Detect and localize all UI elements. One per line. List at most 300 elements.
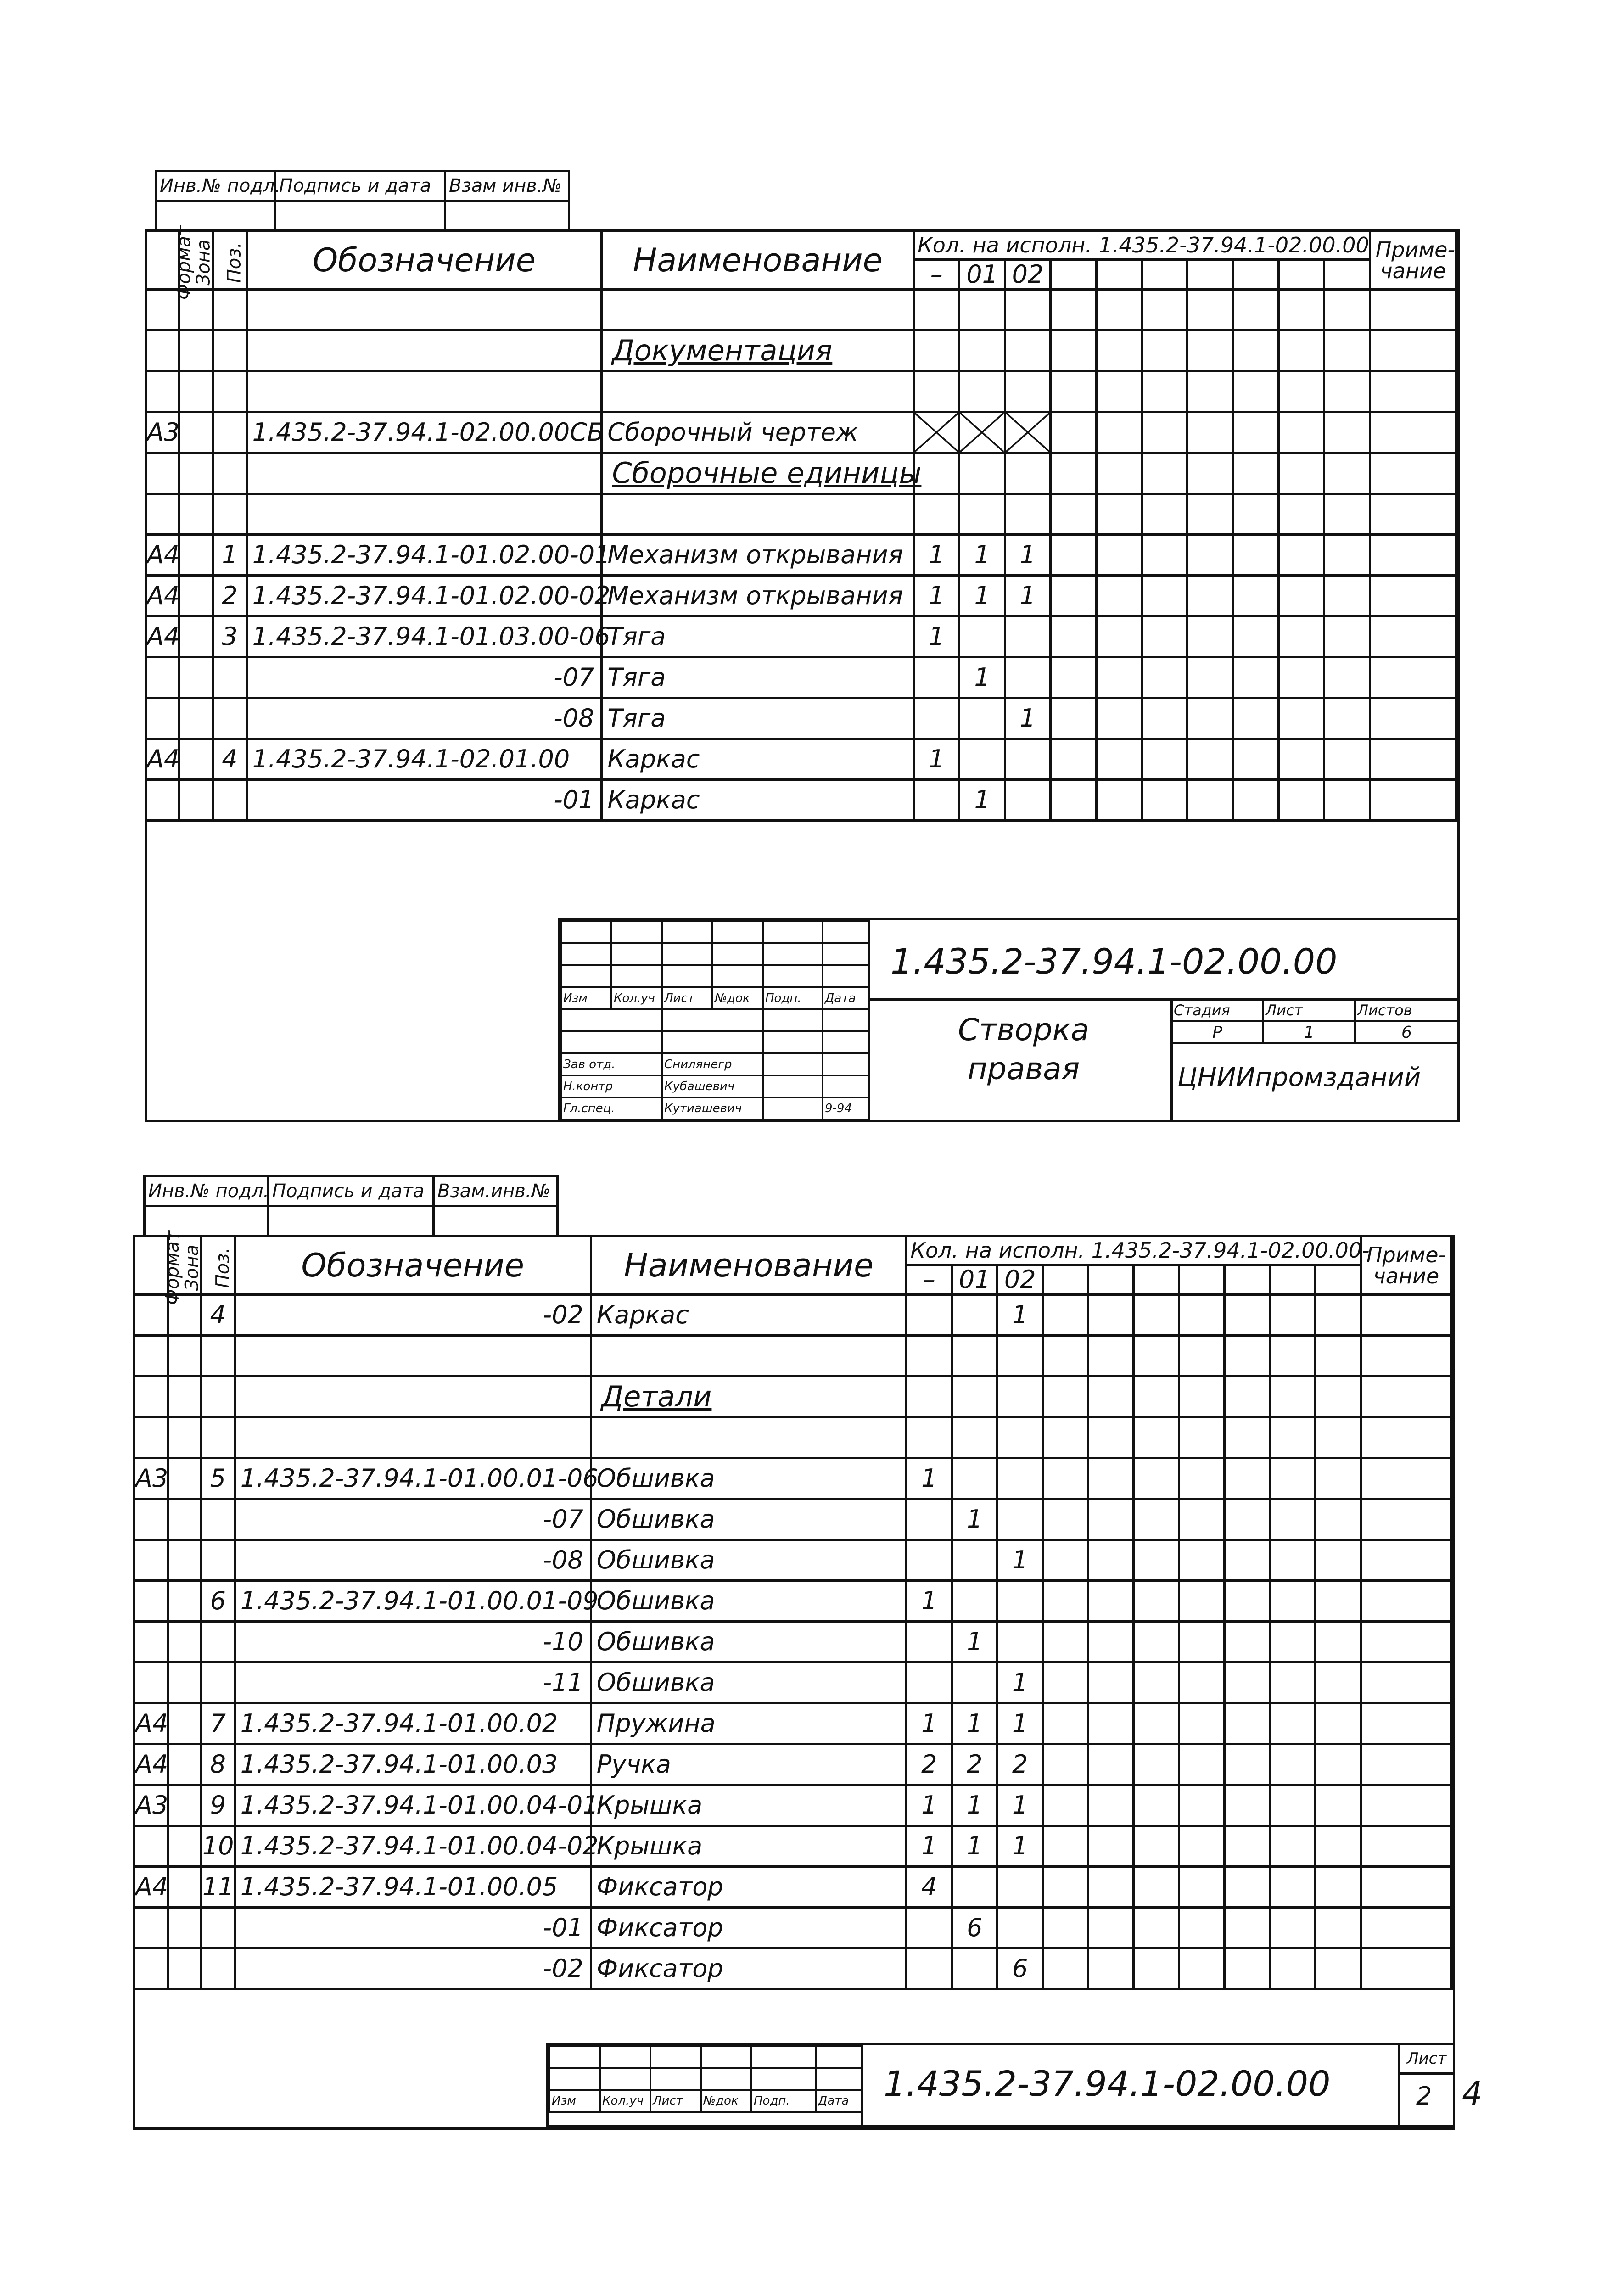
format-cell	[134, 1417, 168, 1458]
zone-cell	[179, 453, 213, 494]
qty-cell: 2	[952, 1744, 997, 1785]
qty-cell-empty	[1088, 1377, 1134, 1417]
doc-number: 1.435.2-37.94.1-02.00.00	[884, 2063, 1331, 2104]
exec-header: –	[907, 1265, 952, 1295]
qty-cell-empty	[1179, 1336, 1225, 1377]
qty-cell-empty	[1179, 1826, 1225, 1867]
qty-cell: 1	[959, 780, 1005, 821]
qty-cell-empty	[1134, 1581, 1179, 1622]
qty-cell-empty	[1315, 1295, 1361, 1336]
section-title: Сборочные единицы	[612, 456, 922, 490]
qty-cell	[952, 1540, 997, 1581]
qty-cell	[907, 1499, 952, 1540]
qty-cell-empty	[1088, 1703, 1134, 1744]
col-label: Лист	[662, 987, 712, 1009]
spec-table	[133, 1230, 1453, 1990]
qty-cell-empty	[1225, 1703, 1270, 1744]
qty-cell-empty	[1225, 1540, 1270, 1581]
qty-cell-empty	[1225, 1744, 1270, 1785]
zone-cell	[179, 780, 213, 821]
qty-cell-empty	[1278, 780, 1324, 821]
zone-cell	[179, 576, 213, 616]
qty-cell-empty	[1315, 1744, 1361, 1785]
name-cell: Каркас	[591, 1295, 907, 1336]
qty-cell: 1	[952, 1703, 997, 1744]
sheet-2	[133, 1175, 1483, 2139]
qty-cell-empty	[1315, 1417, 1361, 1458]
qty-cell-empty	[1096, 330, 1142, 371]
format-cell	[146, 780, 179, 821]
note-cell	[1370, 780, 1456, 821]
qty-cell-empty	[1088, 1744, 1134, 1785]
qty-cell-empty	[1187, 616, 1233, 657]
note-cell	[1361, 1867, 1451, 1908]
qty-cell: 1	[959, 535, 1005, 576]
qty-cell-empty	[1088, 1785, 1134, 1826]
format-cell	[134, 1622, 168, 1662]
org-name: ЦНИИпромзданий	[1177, 1063, 1421, 1092]
stage-table	[1170, 998, 1459, 1044]
designation-cell	[235, 1417, 591, 1458]
note-cell	[1370, 657, 1456, 698]
exec-header-empty	[1233, 260, 1278, 290]
qty-cell-empty	[1225, 1377, 1270, 1417]
qty-cell-empty	[1324, 412, 1370, 453]
exec-header-empty	[1324, 260, 1370, 290]
qty-cell-empty	[1134, 1662, 1179, 1703]
exec-header: 02	[1005, 260, 1050, 290]
pos-cell: 5	[201, 1458, 235, 1499]
qty-cell-empty	[1270, 1458, 1315, 1499]
name-cell: Механизм открывания	[602, 535, 914, 576]
name-cell: Крышка	[591, 1785, 907, 1826]
zone-cell	[168, 1417, 201, 1458]
qty-cell-empty	[1088, 1948, 1134, 1989]
qty-cell	[997, 1908, 1043, 1948]
note-cell	[1361, 1744, 1451, 1785]
note-cell	[1370, 616, 1456, 657]
name-cell: Механизм открывания	[602, 576, 914, 616]
header-pos: Поз.	[213, 231, 246, 290]
qty-cell	[1005, 330, 1050, 371]
inv-label: Инв.№ подл.	[156, 171, 275, 201]
qty-cell-empty	[1187, 330, 1233, 371]
qty-cell-empty	[1051, 371, 1096, 412]
note-cell	[1361, 1377, 1451, 1417]
designation-cell: -10	[235, 1622, 591, 1662]
qty-cell	[997, 1622, 1043, 1662]
qty-cell: 1	[959, 657, 1005, 698]
designation-cell: -02	[235, 1295, 591, 1336]
signer-role: Зав отд.	[561, 1053, 662, 1075]
qty-cell	[914, 657, 959, 698]
qty-cell: 1	[1005, 698, 1050, 739]
qty-cell-empty	[1096, 453, 1142, 494]
zone-cell	[168, 1867, 201, 1908]
qty-cell-empty	[1233, 371, 1278, 412]
designation-cell	[246, 330, 602, 371]
title-block	[558, 918, 1460, 1122]
qty-cell	[952, 1295, 997, 1336]
qty-cell-empty	[1324, 576, 1370, 616]
exec-header-empty	[1278, 260, 1324, 290]
qty-cell-empty	[1134, 1417, 1179, 1458]
qty-cell-empty	[1096, 494, 1142, 535]
qty-cell-empty	[1043, 1417, 1088, 1458]
format-cell: А4	[134, 1744, 168, 1785]
note-cell	[1370, 739, 1456, 780]
signer-date: 9-94	[823, 1097, 868, 1120]
signer-role: Гл.спец.	[561, 1097, 662, 1120]
name-cell: Тяга	[602, 657, 914, 698]
designation-cell: -11	[235, 1662, 591, 1703]
note-cell	[1361, 1458, 1451, 1499]
table-row	[146, 371, 1456, 412]
zone-cell	[168, 1622, 201, 1662]
qty-cell-empty	[1233, 290, 1278, 330]
designation-cell: 1.435.2-37.94.1-01.00.04-02	[235, 1826, 591, 1867]
format-cell	[134, 1662, 168, 1703]
zone-cell	[168, 1458, 201, 1499]
qty-cell-empty	[1043, 1540, 1088, 1581]
format-cell	[134, 1908, 168, 1948]
qty-cell-empty	[1315, 1908, 1361, 1948]
qty-cell-empty	[1187, 494, 1233, 535]
sheet-value: 1	[1263, 1021, 1355, 1043]
margin-mark: 4	[1462, 2075, 1483, 2112]
qty-cell-empty	[1134, 1908, 1179, 1948]
designation-cell: 1.435.2-37.94.1-01.00.02	[235, 1703, 591, 1744]
zone-cell	[168, 1826, 201, 1867]
qty-cell-empty	[1134, 1622, 1179, 1662]
table-row	[146, 657, 1456, 698]
qty-cell: 1	[997, 1662, 1043, 1703]
qty-cell-empty	[1270, 1336, 1315, 1377]
qty-cell-empty	[1278, 616, 1324, 657]
qty-cell-empty	[1324, 535, 1370, 576]
qty-cell-empty	[1088, 1662, 1134, 1703]
divider	[1398, 2045, 1400, 2125]
qty-cell-empty	[1270, 1417, 1315, 1458]
qty-cell: 1	[952, 1622, 997, 1662]
qty-cell-empty	[1051, 535, 1096, 576]
zone-cell	[179, 412, 213, 453]
qty-cell-crossed	[1005, 412, 1050, 453]
pos-cell	[201, 1908, 235, 1948]
qty-cell: 1	[952, 1499, 997, 1540]
qty-cell-empty	[1315, 1540, 1361, 1581]
exec-header-empty	[1270, 1265, 1315, 1295]
qty-cell	[997, 1499, 1043, 1540]
name-cell: Фиксатор	[591, 1867, 907, 1908]
note-cell	[1370, 371, 1456, 412]
pos-cell	[201, 1662, 235, 1703]
qty-cell	[959, 494, 1005, 535]
qty-cell-empty	[1142, 657, 1187, 698]
qty-cell-empty	[1225, 1867, 1270, 1908]
qty-cell-empty	[1142, 739, 1187, 780]
qty-cell-empty	[1134, 1948, 1179, 1989]
qty-cell	[959, 453, 1005, 494]
pos-cell	[213, 412, 246, 453]
section-heading	[602, 453, 922, 494]
qty-cell	[914, 494, 959, 535]
qty-cell	[997, 1581, 1043, 1622]
header-pos: Поз.	[201, 1236, 235, 1295]
qty-cell: 1	[997, 1295, 1043, 1336]
qty-cell: 1	[914, 576, 959, 616]
qty-cell	[914, 290, 959, 330]
designation-cell: 1.435.2-37.94.1-01.00.05	[235, 1867, 591, 1908]
pos-cell	[213, 371, 246, 412]
pos-cell	[201, 1948, 235, 1989]
table-row	[134, 1458, 1452, 1499]
exec-header-empty	[1043, 1265, 1088, 1295]
qty-cell	[907, 1417, 952, 1458]
divider	[868, 920, 870, 1120]
signer-name: Кубашевич	[662, 1075, 763, 1097]
qty-cell: 1	[914, 616, 959, 657]
qty-cell-empty	[1324, 616, 1370, 657]
qty-cell-empty	[1088, 1499, 1134, 1540]
qty-cell-empty	[1096, 576, 1142, 616]
qty-cell-empty	[1225, 1826, 1270, 1867]
format-cell: А4	[146, 535, 179, 576]
qty-cell-empty	[1043, 1622, 1088, 1662]
qty-cell-empty	[1324, 371, 1370, 412]
qty-cell-empty	[1315, 1458, 1361, 1499]
qty-cell-empty	[1088, 1826, 1134, 1867]
format-cell	[134, 1826, 168, 1867]
qty-cell-empty	[1134, 1458, 1179, 1499]
note-cell	[1370, 453, 1456, 494]
qty-cell-empty	[1270, 1826, 1315, 1867]
pos-cell: 11	[201, 1867, 235, 1908]
table-row	[134, 1581, 1452, 1622]
qty-cell-empty	[1315, 1336, 1361, 1377]
qty-cell	[1005, 616, 1050, 657]
qty-cell-empty	[1315, 1581, 1361, 1622]
qty-cell-empty	[1043, 1867, 1088, 1908]
designation-cell: 1.435.2-37.94.1-02.00.00СБ	[246, 412, 602, 453]
qty-cell-empty	[1270, 1703, 1315, 1744]
qty-cell-empty	[1315, 1826, 1361, 1867]
qty-cell-empty	[1278, 371, 1324, 412]
vzam-value	[434, 1206, 558, 1236]
qty-cell	[997, 1458, 1043, 1499]
qty-cell-empty	[1051, 290, 1096, 330]
qty-cell-empty	[1096, 780, 1142, 821]
pos-cell: 4	[201, 1295, 235, 1336]
header-note: Приме-чание	[1370, 231, 1456, 290]
qty-cell-empty	[1233, 576, 1278, 616]
qty-cell-empty	[1051, 616, 1096, 657]
qty-cell: 1	[997, 1703, 1043, 1744]
qty-cell	[952, 1948, 997, 1989]
qty-cell-empty	[1225, 1785, 1270, 1826]
qty-cell-empty	[1043, 1295, 1088, 1336]
qty-cell-empty	[1179, 1417, 1225, 1458]
qty-cell-empty	[1225, 1948, 1270, 1989]
col-label: Подп.	[763, 987, 823, 1009]
vzam-label: Взам инв.№	[445, 171, 569, 201]
qty-cell-empty	[1096, 535, 1142, 576]
qty-cell: 1	[1005, 535, 1050, 576]
qty-cell-empty	[1051, 494, 1096, 535]
qty-cell	[1005, 780, 1050, 821]
qty-cell-empty	[1324, 657, 1370, 698]
note-cell	[1361, 1622, 1451, 1662]
qty-cell-empty	[1142, 616, 1187, 657]
name-cell	[602, 371, 914, 412]
zone-cell	[179, 494, 213, 535]
qty-cell: 1	[1005, 576, 1050, 616]
qty-cell: 1	[907, 1703, 952, 1744]
qty-cell-empty	[1324, 453, 1370, 494]
qty-cell-empty	[1233, 780, 1278, 821]
qty-cell-empty	[1142, 453, 1187, 494]
designation-cell: 1.435.2-37.94.1-01.02.00-02	[246, 576, 602, 616]
qty-cell-empty	[1278, 412, 1324, 453]
note-cell	[1370, 330, 1456, 371]
pos-cell	[201, 1499, 235, 1540]
designation-cell	[246, 371, 602, 412]
stage-value: Р	[1171, 1021, 1263, 1043]
name-cell: Фиксатор	[591, 1948, 907, 1989]
section-heading	[602, 330, 914, 371]
qty-cell-empty	[1233, 412, 1278, 453]
name-cell: Обшивка	[591, 1499, 907, 1540]
qty-cell-empty	[1233, 739, 1278, 780]
qty-cell: 1	[907, 1826, 952, 1867]
qty-cell-empty	[1225, 1662, 1270, 1703]
table-row	[134, 1744, 1452, 1785]
table-row	[146, 739, 1456, 780]
name-cell: Каркас	[602, 780, 914, 821]
qty-cell: 2	[997, 1744, 1043, 1785]
zone-cell	[168, 1540, 201, 1581]
table-row	[146, 290, 1456, 330]
qty-cell-empty	[1134, 1867, 1179, 1908]
exec-header: –	[914, 260, 959, 290]
qty-cell-empty	[1142, 290, 1187, 330]
qty-cell: 1	[914, 739, 959, 780]
designation-cell: -02	[235, 1948, 591, 1989]
exec-header-empty	[1051, 260, 1096, 290]
qty-cell-empty	[1233, 698, 1278, 739]
qty-cell-empty	[1225, 1622, 1270, 1662]
name-cell: Крышка	[591, 1826, 907, 1867]
zone-cell	[168, 1908, 201, 1948]
qty-cell-empty	[1270, 1622, 1315, 1662]
table-row	[134, 1622, 1452, 1662]
qty-cell-empty	[1278, 453, 1324, 494]
qty-cell-empty	[1315, 1377, 1361, 1417]
qty-cell-empty	[1088, 1295, 1134, 1336]
qty-cell	[959, 739, 1005, 780]
qty-cell-empty	[1270, 1295, 1315, 1336]
pos-cell	[201, 1622, 235, 1662]
format-cell	[134, 1336, 168, 1377]
qty-cell-empty	[1278, 494, 1324, 535]
qty-cell-crossed	[914, 412, 959, 453]
table-row	[134, 1336, 1452, 1377]
note-cell	[1370, 698, 1456, 739]
qty-cell-empty	[1315, 1785, 1361, 1826]
qty-cell-empty	[1179, 1908, 1225, 1948]
qty-cell: 1	[914, 535, 959, 576]
qty-cell: 6	[997, 1948, 1043, 1989]
table-row	[146, 453, 1456, 494]
format-cell	[146, 453, 179, 494]
qty-cell-empty	[1278, 330, 1324, 371]
designation-cell: -01	[235, 1908, 591, 1948]
qty-cell	[952, 1377, 997, 1417]
header-designation: Обозначение	[235, 1236, 591, 1295]
qty-cell-empty	[1324, 330, 1370, 371]
qty-cell-empty	[1278, 739, 1324, 780]
qty-cell-empty	[1278, 657, 1324, 698]
qty-cell-empty	[1179, 1785, 1225, 1826]
signer-name: Снилянегр	[662, 1053, 763, 1075]
zone-cell	[179, 616, 213, 657]
divider	[861, 2045, 863, 2125]
qty-cell	[959, 371, 1005, 412]
pos-cell	[201, 1417, 235, 1458]
qty-cell-empty	[1051, 780, 1096, 821]
qty-cell-empty	[1088, 1622, 1134, 1662]
sheet-label: Лист	[1407, 2049, 1447, 2068]
table-row	[146, 412, 1456, 453]
qty-cell	[959, 330, 1005, 371]
name-cell: Обшивка	[591, 1662, 907, 1703]
qty-cell-empty	[1043, 1703, 1088, 1744]
qty-cell	[952, 1417, 997, 1458]
note-cell	[1361, 1417, 1451, 1458]
pos-cell: 8	[201, 1744, 235, 1785]
header-zone: Зона	[179, 231, 213, 290]
qty-cell-empty	[1315, 1499, 1361, 1540]
pos-cell	[213, 780, 246, 821]
qty-cell	[959, 698, 1005, 739]
qty-cell-empty	[1051, 412, 1096, 453]
qty-cell-empty	[1270, 1540, 1315, 1581]
qty-cell-empty	[1179, 1744, 1225, 1785]
qty-cell-empty	[1043, 1785, 1088, 1826]
qty-cell-crossed	[959, 412, 1005, 453]
header-name: Наименование	[591, 1236, 907, 1295]
qty-cell-empty	[1142, 412, 1187, 453]
qty-cell: 1	[907, 1581, 952, 1622]
name-cell: Тяга	[602, 698, 914, 739]
format-cell	[134, 1948, 168, 1989]
qty-cell-empty	[1278, 698, 1324, 739]
qty-cell-empty	[1278, 576, 1324, 616]
exec-header: 01	[959, 260, 1005, 290]
qty-cell-empty	[1096, 290, 1142, 330]
qty-cell-empty	[1142, 371, 1187, 412]
qty-cell-empty	[1179, 1867, 1225, 1908]
pos-cell	[201, 1377, 235, 1417]
format-cell: А3	[134, 1458, 168, 1499]
qty-cell-empty	[1179, 1295, 1225, 1336]
qty-cell	[907, 1295, 952, 1336]
qty-cell-empty	[1179, 1581, 1225, 1622]
note-cell	[1370, 576, 1456, 616]
header-qty: Кол. на исполн. 1.435.2-37.94.1-02.00.00-	[907, 1236, 1361, 1265]
qty-cell-empty	[1187, 698, 1233, 739]
qty-cell-empty	[1142, 780, 1187, 821]
